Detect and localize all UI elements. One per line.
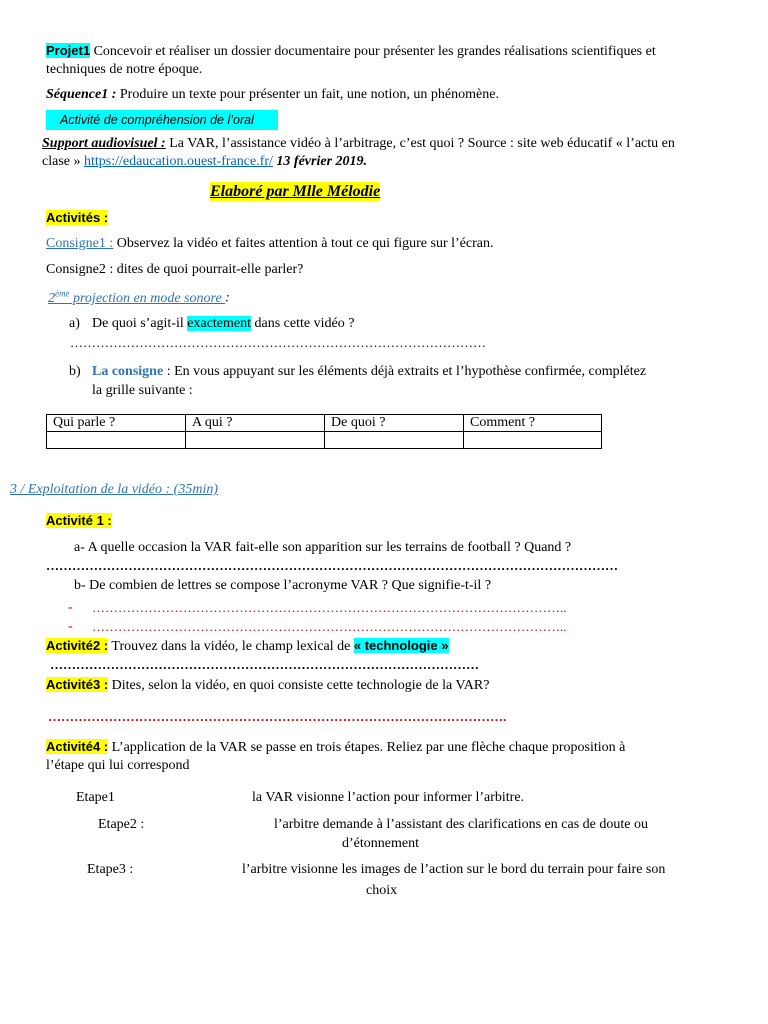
consigne1-label: Consigne1 : [46, 236, 114, 251]
grid-answer-row [47, 432, 602, 449]
projection-num: 2 [48, 290, 55, 306]
activite2-label: Activité2 : [46, 638, 109, 653]
comprehension-banner: Activité de compréhension de l’oral [46, 110, 278, 130]
projection-text: projection en mode sonore [69, 290, 226, 306]
etape3-description-1[interactable]: l’arbitre visionne les images de l’action sur le bord du terrain pour faire son [242, 862, 666, 877]
projection-colon: : [225, 290, 230, 306]
analysis-grid [46, 414, 602, 449]
activite3-line [46, 677, 489, 694]
activite1-question-a: a- A quelle occasion la VAR fait-elle son apparition sur les terrains de football ? Quand ? [74, 540, 572, 555]
author-line: Elaboré par Mlle Mélodie [210, 183, 381, 200]
etape1-name[interactable]: Etape1 [76, 790, 115, 805]
projection-sup: ème [55, 288, 70, 298]
projet-text-1: Concevoir et réaliser un dossier documentaire pour présenter les grandes réalisations scientifiques et [90, 44, 656, 59]
consigne2-line: Consigne2 : dites de quoi pourrait-elle parler? [46, 262, 304, 277]
question-b-text-2: la grille suivante : [92, 383, 193, 398]
grid-header-row [47, 415, 602, 432]
grid-cell-qui-parle[interactable] [47, 432, 186, 449]
question-a-line [92, 316, 354, 332]
activite2-line [46, 638, 449, 655]
activite1-answer-b-dots-1: ……………………………………………………………………………………………….. [92, 600, 567, 615]
activite1-question-b: b- De combien de lettres se compose l’acronyme VAR ? Que signifie-t-il ? [74, 578, 492, 593]
question-a-marker: a) [69, 316, 80, 331]
grid-cell-a-qui[interactable] [186, 432, 325, 449]
etape3-name[interactable]: Etape3 : [87, 862, 134, 877]
activite4-label: Activité4 : [46, 739, 109, 754]
activite1-answer-b-dots-2: ……………………………………………………………………………………………….. [92, 619, 567, 634]
grid-header-qui-parle: Qui parle ? [47, 415, 186, 432]
consigne1-text: Observez la vidéo et faites attention à tout ce qui figure sur l’écran. [113, 236, 494, 251]
support-line-1 [42, 136, 675, 152]
activite3-label: Activité3 : [46, 677, 109, 692]
grid-cell-de-quoi[interactable] [325, 432, 464, 449]
support-line-2 [42, 154, 367, 170]
etape2-name[interactable]: Etape2 : [98, 817, 145, 832]
activite2-text: Trouvez dans la vidéo, le champ lexical de [108, 639, 354, 654]
sequence-label: Séquence1 : [46, 87, 117, 102]
activite3-answer-dots: ……………………………………………………………………………………………. [48, 709, 507, 724]
activite4-text-2: l’étape qui lui correspond [46, 758, 190, 773]
activite2-highlight: « technologie » [353, 638, 449, 653]
question-a-text-before: De quoi s’agit-il [92, 316, 188, 331]
activite4-line-1 [46, 739, 625, 756]
etape2-description-2[interactable]: d’étonnement [342, 836, 419, 851]
activite1-answer-a-dots: …………………………………………………………………………………………………………………… [46, 558, 618, 573]
activites-title: Activités : [46, 210, 109, 225]
sequence-line [46, 87, 499, 103]
consigne1-line [46, 236, 493, 252]
projet-text-2: techniques de notre époque. [46, 62, 203, 77]
grid-header-de-quoi: De quoi ? [325, 415, 464, 432]
activite1-dash-1: - [68, 600, 73, 615]
section-3-heading: 3 / Exploitation de la vidéo : (35min) [10, 482, 219, 497]
question-b-text-1: : En vous appuyant sur les éléments déjà extraits et l’hypothèse confirmée, complétez [163, 364, 647, 379]
support-date: 13 février 2019. [272, 154, 368, 169]
etape3-description-2[interactable]: choix [366, 883, 398, 898]
question-a-dots: …………………………………………………………………………………… [70, 335, 486, 350]
sequence-text: Produire un texte pour présenter un fait, une notion, un phénomène. [116, 87, 499, 102]
support-text-2: clase » [42, 154, 84, 169]
etape1-description[interactable]: la VAR visionne l’action pour informer l’arbitre. [252, 790, 525, 805]
projection-heading [48, 288, 230, 307]
question-b-label: La consigne [92, 364, 164, 379]
grid-header-a-qui: A qui ? [186, 415, 325, 432]
grid-cell-comment[interactable] [464, 432, 602, 449]
projet-label: Projet1 [46, 43, 91, 58]
question-b-line-1 [92, 364, 646, 380]
question-a-highlight: exactement [187, 316, 252, 331]
activite1-dash-2: - [68, 619, 73, 634]
etape2-description-1[interactable]: l’arbitre demande à l’assistant des clarifications en cas de doute ou [274, 817, 648, 832]
activite1-label: Activité 1 : [46, 513, 112, 528]
grid-header-comment: Comment ? [464, 415, 602, 432]
activite3-text: Dites, selon la vidéo, en quoi consiste cette technologie de la VAR? [108, 678, 490, 693]
question-a-text-after: dans cette vidéo ? [251, 316, 355, 331]
support-text-1: La VAR, l’assistance vidéo à l’arbitrage, c’est quoi ? Source : site web éducatif « l’actu en [165, 136, 675, 151]
support-label: Support audiovisuel : [42, 136, 166, 151]
activite4-text-1: L’application de la VAR se passe en trois étapes. Reliez par une flèche chaque proposition à [108, 740, 626, 755]
projet-line-1 [46, 43, 656, 60]
activite2-answer-dots: ……………………………………………………………………………………… [50, 657, 479, 672]
support-link[interactable]: https://edaucation.ouest-france.fr/ [83, 154, 273, 169]
question-b-marker: b) [69, 364, 81, 379]
